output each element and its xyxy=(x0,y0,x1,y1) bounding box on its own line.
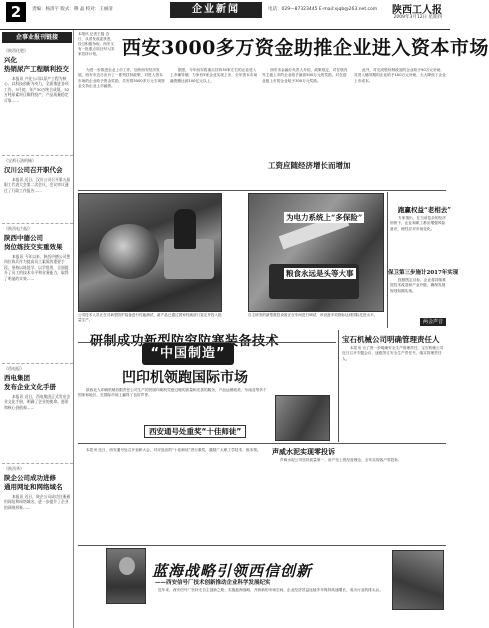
article-body: 本报讯 近日，汉川公司召开第五届职工代表大会第二次会议，会议审议通过了行政工作报告…… xyxy=(4,177,71,193)
editor-info: 责编：杨清宇 版式：穆 晶 校对：王丽清 xyxy=(32,7,113,12)
face-shape xyxy=(119,557,135,575)
divider xyxy=(387,192,388,328)
story-body: 声威水泥公司坚持质量第一、用户至上的经营理念，全年实现客户零投诉。 xyxy=(280,458,402,462)
lead-intro: 本报讯 记者王磊 近日，从省发改委获悉，经过积极争取，西安又有一批重点项目列入国家扶持计划。 xyxy=(78,32,114,56)
article-body: 本报讯 近日，陕企公司成功注册通用网址和网络域名，进一步提升了企业的网络形象…… xyxy=(4,494,71,510)
article-source: 《陕西化肥》 xyxy=(4,48,28,53)
article-title: 陕西中德公司 岗位练技交实重效果 xyxy=(4,234,63,251)
story-headline: 为电力系统上“多保险” xyxy=(286,213,363,222)
machinery-photo xyxy=(248,193,384,312)
divider xyxy=(78,443,446,444)
story-headline: 保卫第三步施计2017年实现 xyxy=(388,270,459,276)
feature-headline: 蓝海战略引领西信创新 xyxy=(152,562,313,580)
section-title: 企业新闻 xyxy=(170,2,262,18)
lead-body-col: 此外，对完成股份制改造的企业给予50万元补助，对进入辅导期的企业给予100万元补助，大大降低了企业上市成本。 xyxy=(354,68,446,83)
story-headline: 宝石机械公司明确管理责任人 xyxy=(342,335,440,344)
article-body: 本报讯 近日，西电集团正式发布企业文化手册，明确了企业的使命、愿景和核心价值观…… xyxy=(4,394,71,410)
lead-headline: 西安3000多万资金助推企业进入资本市场 xyxy=(122,37,489,59)
china-made-badge: “中国制造” xyxy=(142,343,234,365)
sidebar-banner: 企事业报刊链接 xyxy=(2,32,72,43)
story-headline: 西安通号处重奖“十佳师徒” xyxy=(144,425,246,438)
sidebar-article xyxy=(2,46,73,156)
issue-date: 2009年3月12日 星期四 xyxy=(393,15,442,20)
story-body: 专家指出，在当前复杂的经济形势下，企业和职工都应增强风险意识，理性应对市场变化。 xyxy=(390,216,446,231)
article-title: 陕企公司成功进修 通用网址和网络域名 xyxy=(4,474,63,491)
lead-body-col: 为进一步推进企业上市工作，加快西安经济发展，西安市近日出台了一系列扶持政策，对进入资本市场的企业给予资金奖励，共安排3000多万元专项资金支持企业上市融资。 xyxy=(78,68,165,88)
sidebar-article xyxy=(2,224,73,364)
sidebar-article xyxy=(2,364,73,464)
article-source: 《宝鸡石油机械》 xyxy=(4,158,36,163)
story-body: 按照既定目标，企业将持续推进技术改造和产业升级，确保发展规划如期实现。 xyxy=(390,278,446,293)
machine-shape xyxy=(99,224,159,279)
portrait-photo xyxy=(106,548,146,604)
page-header xyxy=(0,0,450,30)
story-headline: 工资应随经济增长而增加 xyxy=(268,161,351,170)
story-headline: 粮食永远是头等大事 xyxy=(286,269,354,278)
article-body: 本报讯 兴化公司以尿产工程为核心，以科技创新为动力，全面推进各项工作，3月初，年产30万吨合成氨、52万吨尿素项目顺利投产，产品质量稳定可靠…… xyxy=(4,76,70,103)
article-title: 兴化 热销尿产工程顺利投交 xyxy=(4,56,69,73)
left-sidebar xyxy=(2,30,74,628)
feature-subheadline: ——西安信号厂技术创新推动企业科学发展纪实 xyxy=(155,580,271,586)
sidebar-article xyxy=(2,464,73,564)
page-number: 2 xyxy=(6,2,26,22)
factory-photo xyxy=(392,550,444,610)
worker-figure xyxy=(174,209,196,249)
feature-body: 近年来，西安信号厂坚持走自主创新之路，实施蓝海战略，开辟新的市场空间，企业经济效益连续多年保持高速增长，成为行业的排头兵。 xyxy=(158,588,383,592)
divider xyxy=(78,545,446,546)
story-headline: 凹印机领跑国际市场 xyxy=(122,370,248,386)
contact-info: 电话：029—87323445 E-mail:xjqb@263.net.com xyxy=(268,7,378,12)
article-title: 汉川公司召开职代会 xyxy=(4,166,63,174)
photo-caption: 公司技术人员正在对新型防护装备进行性能测试，新产品已通过国家权威部门鉴定并投入批量生产。 xyxy=(78,313,222,322)
equipment-photo xyxy=(78,193,222,312)
story-headline: 声威水泥实现零投诉 xyxy=(272,447,335,456)
newspaper-masthead: 陕西工人报 xyxy=(392,5,442,16)
divider xyxy=(338,330,339,442)
section-label: 两会声音 xyxy=(420,318,446,326)
article-source: 《西电报》 xyxy=(4,366,24,371)
story-body: 本报讯 为了进一步明确安全生产管理责任，宝石机械公司近日召开专题会议，逐级签订安全生产责任书，落实管理责任人。 xyxy=(342,346,444,361)
story-headline: 跑赢权益“老相去” xyxy=(398,206,451,214)
story-body: 陕西北人印刷机械有限责任公司生产的凹版印刷机凭借过硬的质量和完善的服务，产品远销欧美、东南亚等多个国家和地区，在国际市场上赢得了良好声誉。 xyxy=(78,388,267,398)
divider xyxy=(78,190,446,191)
printing-press-photo xyxy=(275,395,330,441)
lead-body-col: 西安市金融办负责人介绍，政策规定，对在境内外主板上市的企业给予最高500万元的奖励，对在创业板上市的企业给予300万元奖励。 xyxy=(262,68,348,83)
photo-caption: 自主研发的新型数控设备正在车间进行调试，该设备多项指标达到国际先进水平。 xyxy=(248,313,378,317)
article-source: 《陕西电力报》 xyxy=(4,226,32,231)
story-body: 本报讯 近日，西安通号处召开表彰大会，对评选出的“十佳师徒”进行重奖，激励广大职工学技术、练本领。 xyxy=(86,448,261,452)
lead-body-col: 据悉，今年西安将重点扶持30家左右的企业进入上市辅导期，力争有5家企业实现上市，全年资本市场融资额达到100亿元以上。 xyxy=(170,68,258,83)
article-title: 西电集团 发布企业文化手册 xyxy=(4,374,56,391)
sidebar-article xyxy=(2,156,73,224)
article-source: 《陕西华》 xyxy=(4,466,24,471)
lead-story-header xyxy=(78,31,489,67)
article-body: 本报讯 今年以来，陕西中德公司把岗位练兵作为提高员工素质的重要手段，坚持以练促学、以学促用，全面提升了员工的技术水平和业务能力，取得了明显的实效…… xyxy=(4,254,71,281)
